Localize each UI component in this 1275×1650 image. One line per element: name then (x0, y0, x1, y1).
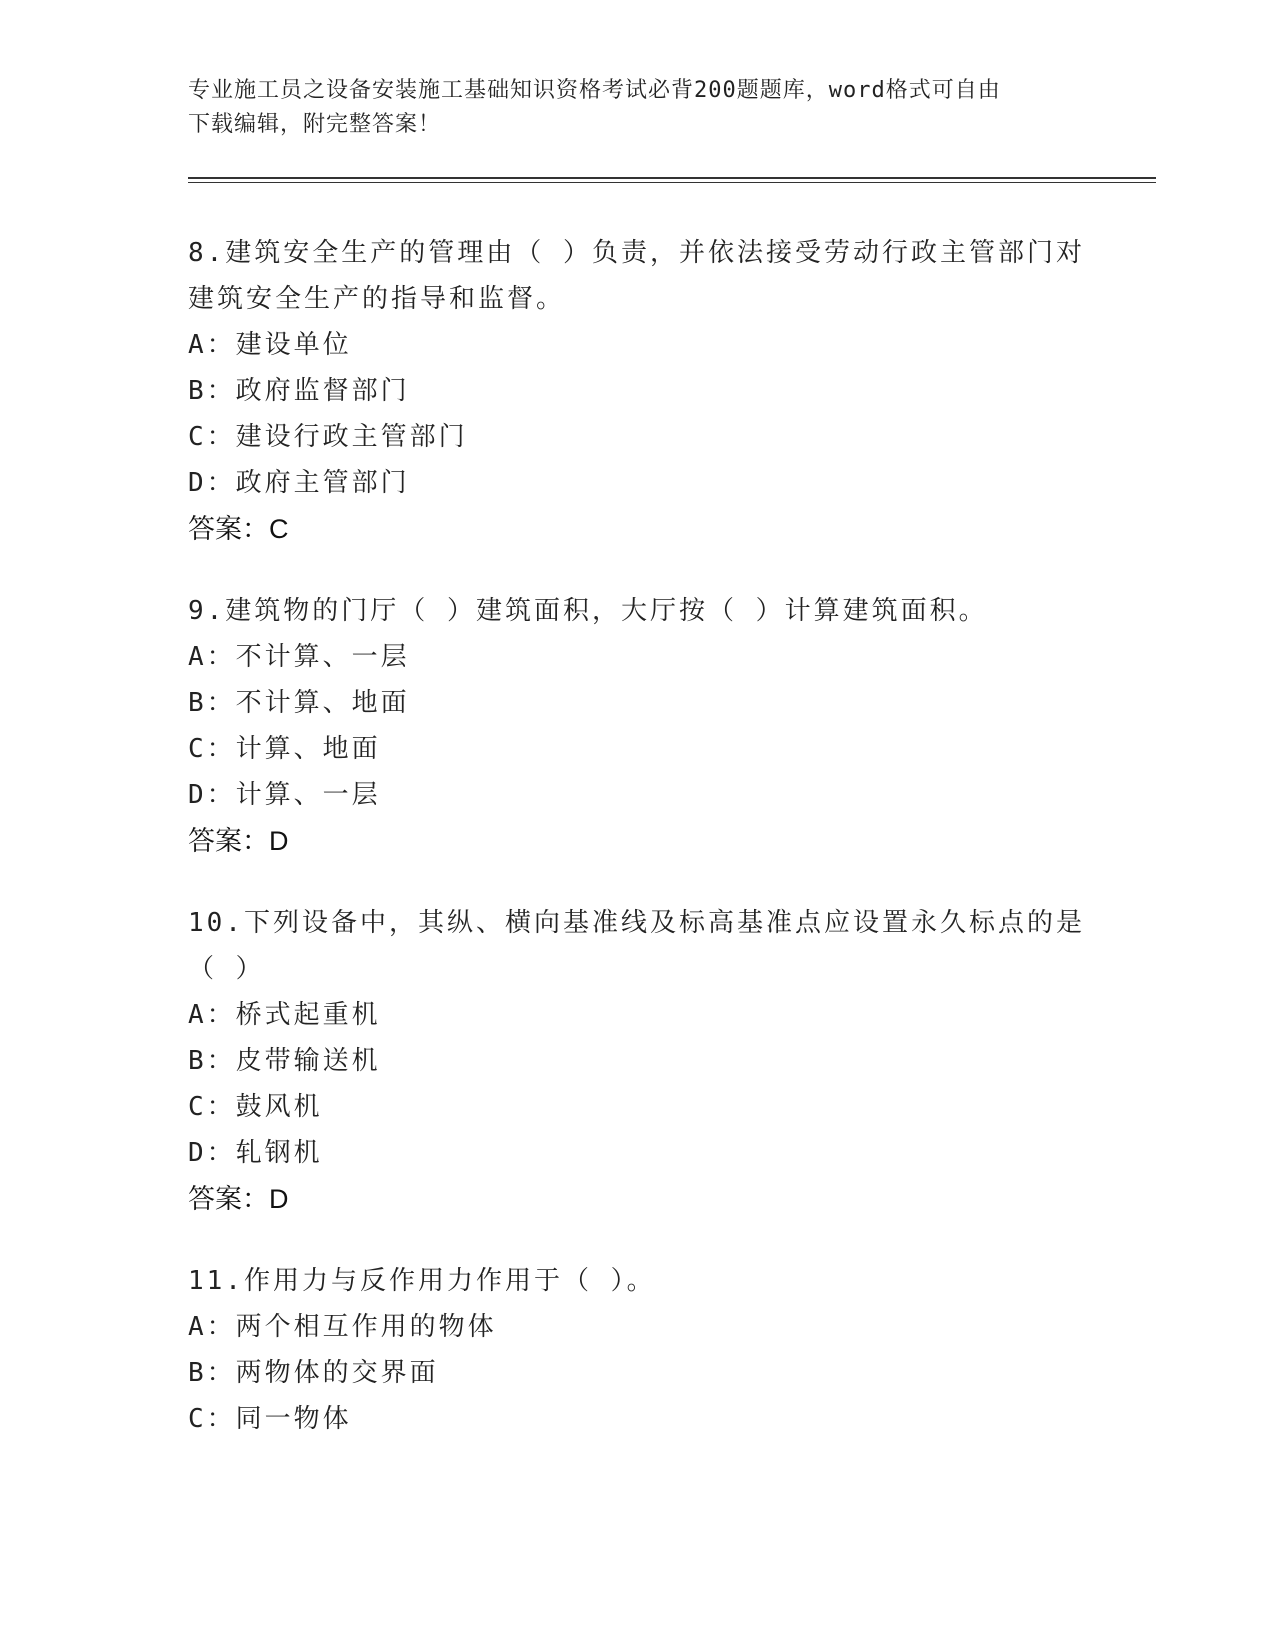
question-stem (188, 1258, 1088, 1304)
question-list (188, 230, 1088, 1478)
question-stem (188, 900, 1088, 992)
option-a: A：两个相互作用的物体 (188, 1312, 497, 1342)
question-stem-line-1: 8.建筑安全生产的管理由（ ）负责，并依法接受劳动行政主管部门对 (188, 238, 1085, 268)
option-b: B：两物体的交界面 (188, 1358, 439, 1388)
option-a: A：桥式起重机 (188, 1000, 381, 1030)
option-a: A：不计算、一层 (188, 642, 410, 672)
answer-line: 答案：D (188, 1184, 289, 1214)
option-c: C：建设行政主管部门 (188, 422, 468, 452)
question-stem-line-1: 10.下列设备中，其纵、横向基准线及标高基准点应设置永久标点的是 (188, 908, 1085, 938)
question-stem-line-2: （ ） (188, 954, 265, 984)
option-b: B：不计算、地面 (188, 688, 410, 718)
option-d: D：轧钢机 (188, 1138, 323, 1168)
question-10 (188, 900, 1088, 1222)
option-c: C：鼓风机 (188, 1092, 323, 1122)
header-divider-thick (188, 177, 1156, 179)
option-d: D：计算、一层 (188, 780, 381, 810)
question-stem (188, 588, 1088, 634)
question-stem-line-2: 建筑安全生产的指导和监督。 (188, 284, 566, 314)
header-divider-thin (188, 182, 1156, 183)
answer-line: 答案：D (188, 826, 289, 856)
option-c: C：同一物体 (188, 1404, 352, 1434)
document-header (188, 74, 1088, 142)
question-stem (188, 230, 1088, 322)
option-d: D：政府主管部门 (188, 468, 410, 498)
question-9 (188, 588, 1088, 864)
question-stem-line-1: 11.作用力与反作用力作用于（ ）。 (188, 1266, 656, 1296)
header-title-line-2: 下载编辑，附完整答案！ (188, 112, 442, 137)
header-title-line-1: 专业施工员之设备安装施工基础知识资格考试必背200题题库，word格式可自由 (188, 78, 1001, 103)
answer-line: 答案：C (188, 514, 289, 544)
option-b: B：皮带输送机 (188, 1046, 381, 1076)
option-a: A：建设单位 (188, 330, 352, 360)
question-8 (188, 230, 1088, 552)
question-11 (188, 1258, 1088, 1442)
question-stem-line-1: 9.建筑物的门厅（ ）建筑面积，大厅按（ ）计算建筑面积。 (188, 596, 988, 626)
option-b: B：政府监督部门 (188, 376, 410, 406)
option-c: C：计算、地面 (188, 734, 381, 764)
